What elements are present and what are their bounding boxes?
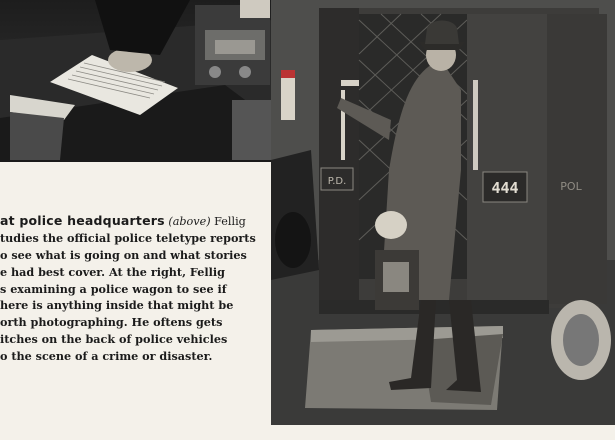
caption-line-5: s examining a police wagon to see if (0, 281, 227, 296)
caption-above-note: (above) (168, 215, 211, 228)
top-photo-illustration (0, 0, 272, 162)
photo-caption (0, 213, 262, 365)
police-wagon-illustration (271, 0, 615, 425)
caption-line-2: tudies the official police teletype reports (0, 230, 256, 245)
caption-line-9: o the scene of a crime or disaster. (0, 349, 213, 364)
caption-line-7: orth photographing. He oftens gets (0, 315, 223, 330)
caption-line-6: here is anything inside that might be (0, 298, 234, 313)
wagon-number: 444 (491, 179, 519, 197)
caption-line-3: o see what is going on and what stories (0, 247, 247, 262)
top-photograph (0, 0, 272, 162)
door-marking: P.D. (327, 176, 347, 187)
caption-heading: at police headquarters (0, 213, 165, 228)
caption-line-1-post: Fellig (214, 215, 246, 228)
side-marking: POL (560, 180, 582, 193)
caption-line-4: e had best cover. At the right, Fellig (0, 264, 225, 279)
caption-line-1 (0, 213, 262, 230)
caption-line-8: itches on the back of police vehicles (0, 332, 228, 347)
right-photograph (271, 0, 615, 425)
